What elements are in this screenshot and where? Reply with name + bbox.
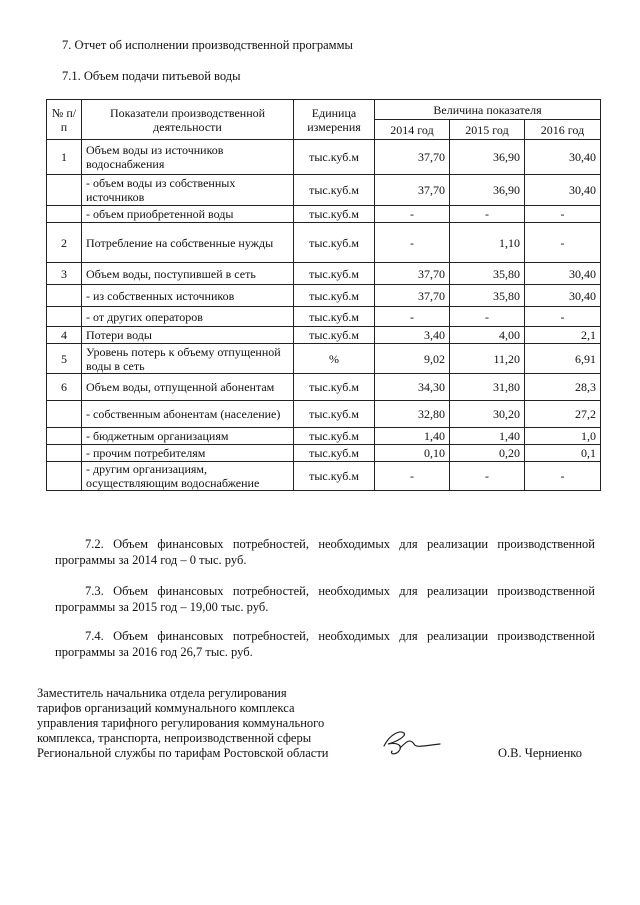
row-number (47, 307, 82, 327)
row-value-2014: 37,70 (375, 285, 450, 307)
row-value-2015: 36,90 (450, 175, 525, 206)
row-value-2016: 1,0 (525, 428, 601, 445)
table-row (47, 175, 601, 206)
header-year-2014: 2014 год (375, 120, 450, 140)
table-row (47, 206, 601, 223)
row-number: 5 (47, 344, 82, 374)
row-label: - собственным абонентам (население) (82, 401, 294, 428)
row-value-2016: - (525, 206, 601, 223)
row-number (47, 206, 82, 223)
row-number (47, 175, 82, 206)
row-label: Объем воды из источников водоснабжения (82, 140, 294, 175)
row-value-2015: 35,80 (450, 285, 525, 307)
row-value-2014: 3,40 (375, 327, 450, 344)
row-value-2014: - (375, 223, 450, 263)
table-row (47, 307, 601, 327)
row-label: Объем воды, поступившей в сеть (82, 263, 294, 285)
row-value-2016: - (525, 462, 601, 491)
row-value-2015: 11,20 (450, 344, 525, 374)
row-unit: тыс.куб.м (294, 401, 375, 428)
table-row (47, 327, 601, 344)
table-row (47, 285, 601, 307)
row-value-2014: 37,70 (375, 263, 450, 285)
row-value-2016: 28,3 (525, 374, 601, 401)
row-value-2016: 30,40 (525, 175, 601, 206)
row-number (47, 428, 82, 445)
row-value-2015: - (450, 206, 525, 223)
row-unit: тыс.куб.м (294, 307, 375, 327)
row-value-2016: - (525, 223, 601, 263)
row-value-2014: 0,10 (375, 445, 450, 462)
table-row (47, 374, 601, 401)
paragraph-7-2: 7.2. Объем финансовых потребностей, необходимых для реализации производственной программы за 2014 год – 0 тыс. руб. (55, 536, 595, 567)
row-number (47, 285, 82, 307)
row-value-2014: 32,80 (375, 401, 450, 428)
row-unit: тыс.куб.м (294, 175, 375, 206)
row-unit: тыс.куб.м (294, 263, 375, 285)
row-value-2016: 27,2 (525, 401, 601, 428)
row-value-2015: 1,10 (450, 223, 525, 263)
row-label: - прочим потребителям (82, 445, 294, 462)
row-label: - от других операторов (82, 307, 294, 327)
row-unit: тыс.куб.м (294, 462, 375, 491)
table-row (47, 344, 601, 374)
row-value-2016: 30,40 (525, 285, 601, 307)
row-number: 6 (47, 374, 82, 401)
row-unit: тыс.куб.м (294, 206, 375, 223)
row-value-2014: 1,40 (375, 428, 450, 445)
row-number (47, 462, 82, 491)
header-unit: Единица измерения (294, 100, 375, 140)
row-value-2015: 30,20 (450, 401, 525, 428)
table-row (47, 140, 601, 175)
paragraph-7-3: 7.3. Объем финансовых потребностей, необходимых для реализации производственной программы за 2015 год – 19,00 тыс. руб. (55, 583, 595, 614)
row-unit: тыс.куб.м (294, 223, 375, 263)
header-value-group: Величина показателя (375, 100, 601, 120)
row-number (47, 401, 82, 428)
header-year-2016: 2016 год (525, 120, 601, 140)
row-value-2015: 0,20 (450, 445, 525, 462)
row-label: Объем воды, отпущенной абонентам (82, 374, 294, 401)
row-label: - объем воды из собственных источников (82, 175, 294, 206)
row-value-2016: 0,1 (525, 445, 601, 462)
row-unit: тыс.куб.м (294, 445, 375, 462)
row-value-2014: - (375, 307, 450, 327)
header-num: № п/п (47, 100, 82, 140)
row-value-2015: 4,00 (450, 327, 525, 344)
section-heading: 7. Отчет об исполнении производственной программы (62, 38, 353, 52)
table-row (47, 428, 601, 445)
table-row (47, 223, 601, 263)
row-value-2016: 2,1 (525, 327, 601, 344)
signer-name: О.В. Черниенко (498, 746, 582, 760)
row-value-2014: 9,02 (375, 344, 450, 374)
row-value-2015: - (450, 462, 525, 491)
row-number: 2 (47, 223, 82, 263)
row-value-2014: 37,70 (375, 175, 450, 206)
handwritten-signature (378, 724, 442, 758)
row-value-2016: 6,91 (525, 344, 601, 374)
row-value-2015: 31,80 (450, 374, 525, 401)
row-unit: % (294, 344, 375, 374)
table-row (47, 263, 601, 285)
water-supply-table (46, 99, 601, 491)
header-year-2015: 2015 год (450, 120, 525, 140)
signatory-position: Заместитель начальника отдела регулирования тарифов организаций коммунального комплекса управления тарифного регулирования коммунального комплекса, транспорта, непроизводственной сферы Региональной службы по тарифам Ростовской области (37, 686, 329, 760)
table-row (47, 401, 601, 428)
table-row (47, 445, 601, 462)
row-unit: тыс.куб.м (294, 428, 375, 445)
row-value-2015: 1,40 (450, 428, 525, 445)
row-number (47, 445, 82, 462)
header-indicator: Показатели производственной деятельности (82, 100, 294, 140)
row-value-2015: - (450, 307, 525, 327)
row-value-2014: - (375, 206, 450, 223)
row-label: - бюджетным организациям (82, 428, 294, 445)
row-label: - из собственных источников (82, 285, 294, 307)
row-number: 4 (47, 327, 82, 344)
row-label: Уровень потерь к объему отпущенной воды в сеть (82, 344, 294, 374)
row-value-2014: - (375, 462, 450, 491)
row-label: - объем приобретенной воды (82, 206, 294, 223)
row-value-2015: 36,90 (450, 140, 525, 175)
row-value-2016: 30,40 (525, 140, 601, 175)
row-unit: тыс.куб.м (294, 140, 375, 175)
row-number: 1 (47, 140, 82, 175)
row-label: Потери воды (82, 327, 294, 344)
row-value-2015: 35,80 (450, 263, 525, 285)
subsection-heading: 7.1. Объем подачи питьевой воды (62, 69, 241, 83)
table-row (47, 462, 601, 491)
row-unit: тыс.куб.м (294, 374, 375, 401)
row-label: - другим организациям, осуществляющим водоснабжение (82, 462, 294, 491)
paragraph-7-4: 7.4. Объем финансовых потребностей, необходимых для реализации производственной программы за 2016 год 26,7 тыс. руб. (55, 628, 595, 659)
row-unit: тыс.куб.м (294, 327, 375, 344)
row-value-2014: 34,30 (375, 374, 450, 401)
row-value-2016: 30,40 (525, 263, 601, 285)
row-value-2014: 37,70 (375, 140, 450, 175)
row-number: 3 (47, 263, 82, 285)
row-label: Потребление на собственные нужды (82, 223, 294, 263)
row-unit: тыс.куб.м (294, 285, 375, 307)
row-value-2016: - (525, 307, 601, 327)
